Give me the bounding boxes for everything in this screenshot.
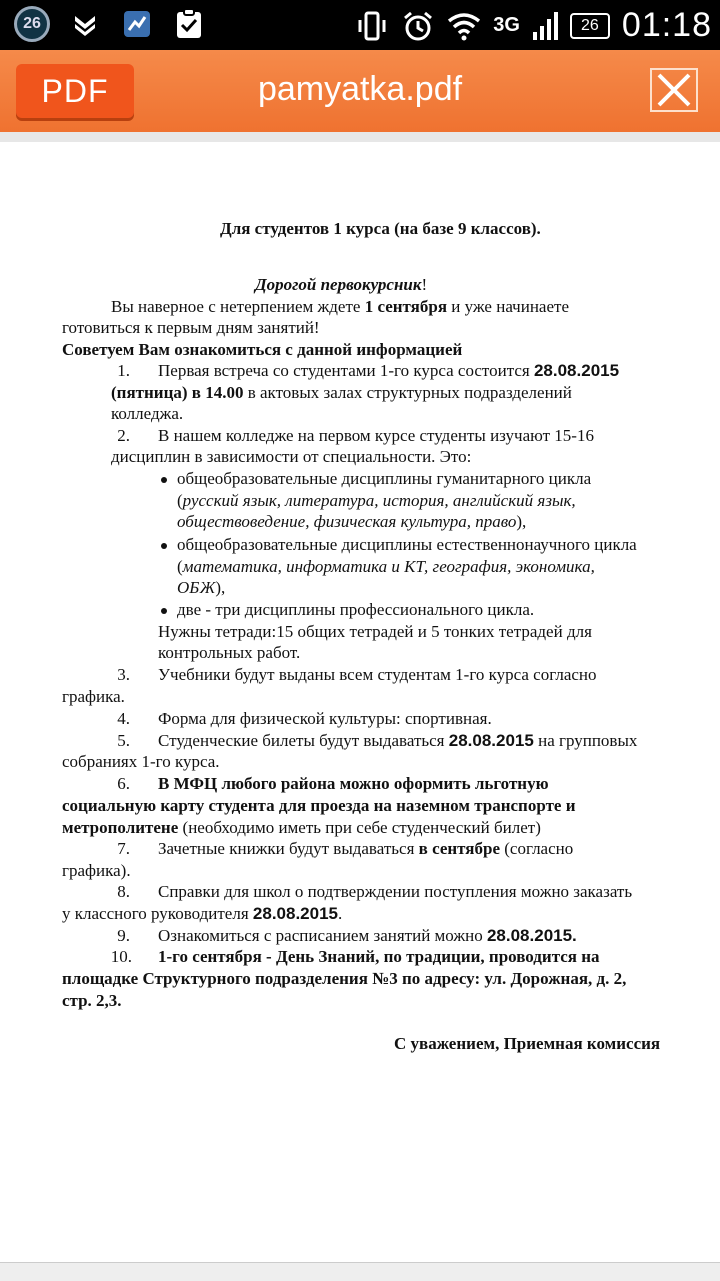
bullet-icon [161,477,167,483]
item-7-a: Зачетные книжки будут выдаваться [158,839,419,858]
item-1-line-3: колледжа. [111,404,184,423]
chevron-down-notification-icon [68,7,102,41]
item-7-c: (согласно [500,839,574,858]
bullet-2-subjects: математика, информатика и КТ, география, экономика, [182,557,595,576]
vibrate-icon [355,9,389,43]
item-number: 2. [117,426,130,445]
bullet-2-line-1: общеобразовательные дисциплины естественнонаучного цикла [177,535,637,554]
item-9-a: Ознакомиться с расписанием занятий можно [158,926,487,945]
bottom-edge [0,1262,720,1281]
close-icon [652,70,696,110]
intro-a: Вы наверное с нетерпением ждете [111,297,365,316]
app-bar [0,50,720,133]
item-number: 5. [117,731,130,750]
item-5-line-2: собраниях 1-го курса. [62,752,220,771]
clipboard-check-icon [172,7,206,41]
item-6-metro: метрополитене [62,818,179,837]
intro-line-2: готовиться к первым дням занятий! [62,318,320,337]
status-bar [0,0,720,50]
notification-count-icon: 26 [14,6,50,42]
item-3-line-2: графика. [62,687,125,706]
item-number: 9. [117,926,130,945]
bullet-2-line-2 [177,556,595,578]
item-5-c: на групповых [533,731,638,750]
close-button[interactable] [650,68,698,112]
item-1-d: в актовых залах структурных подразделений [243,383,572,402]
item-5-date: 28.08.2015 [448,731,534,750]
intro-c: и уже начинаете [447,297,569,316]
battery-icon [570,13,610,39]
item-number: 1. [117,361,130,380]
item-8-b: у классного руководителя [62,904,253,923]
item-5-line-1 [158,730,637,752]
bullet-icon [161,543,167,549]
item-number: 10. [110,947,132,966]
item-1-date: 28.08.2015 [533,361,620,380]
advise-heading: Советуем Вам ознакомиться с данной информацией [62,340,463,359]
alarm-clock-icon [401,9,435,43]
greeting-mark: ! [421,275,428,294]
item-10-line-1: 1-го сентября - День Знаний, по традиции, проводится на [158,947,600,966]
signature: С уважением, Приемная комиссия [394,1034,661,1053]
item-number: 6. [117,774,130,793]
item-10-line-3: стр. 2,3. [62,991,122,1010]
item-8-date: 28.08.2015 [252,904,338,923]
item-8-line-1: Справки для школ о подтверждении поступления можно заказать [158,882,633,901]
bullet-1-line-2 [177,490,576,512]
item-9-line-1 [158,925,577,947]
wifi-icon [447,9,481,43]
notebooks-line-2: контрольных работ. [158,643,301,662]
bullet-2-line-3 [177,577,225,599]
app-update-icon [120,7,154,41]
item-6-note: (необходимо иметь при себе студенческий билет) [178,818,541,837]
item-7-month: в сентябре [418,839,500,858]
battery-level: 26 [581,16,599,34]
item-6-line-2: социальную карту студента для проезда на наземном транспорте и [62,796,576,815]
item-9-date: 28.08.2015. [486,926,577,945]
item-8-d: . [338,904,343,923]
bullet-2-subjects-2: ОБЖ [177,578,216,597]
intro-line-1 [111,296,569,318]
bullet-1-subjects-2: обществоведение, физическая культура, право [177,512,517,531]
item-number: 4. [117,709,130,728]
greeting-text: Дорогой первокурсник [255,275,422,294]
item-7-line-2: графика). [62,861,131,880]
bullet-1-line-1: общеобразовательные дисциплины гуманитарного цикла [177,469,592,488]
paren: ( [177,491,183,510]
notebooks-line-1: Нужны тетради:15 общих тетрадей и 5 тонких тетрадей для [158,622,592,641]
clock: 01:18 [621,6,712,44]
pdf-page[interactable] [0,142,720,1262]
item-10-line-2: площадке Структурного подразделения №3 по адресу: ул. Дорожная, д. 2, [62,969,627,988]
item-1-time: (пятница) в 14.00 [111,383,244,402]
paren: ), [215,578,226,597]
greeting [255,274,427,296]
item-2-line-2: дисциплин в зависимости от специальности. Это: [111,447,472,466]
doc-heading: Для студентов 1 курса (на базе 9 классов). [220,219,541,238]
item-5-a: Студенческие билеты будут выдаваться [158,731,449,750]
item-6-line-1: В МФЦ любого района можно оформить льготную [158,774,549,793]
item-7-line-1 [158,838,573,860]
signal-strength-icon [532,9,558,43]
item-3-line-1: Учебники будут выданы всем студентам 1-го курса согласно [158,665,597,684]
item-1-line-1 [158,360,619,382]
item-number: 3. [117,665,130,684]
intro-date: 1 сентября [364,297,448,316]
item-8-line-2 [62,903,342,925]
item-4-line-1: Форма для физической культуры: спортивная. [158,709,492,728]
item-6-line-3 [62,817,541,839]
network-type-label: 3G [493,14,520,36]
page-gap [0,132,720,142]
paren: ( [177,557,183,576]
bullet-1-subjects: русский язык, литература, история, английский язык, [182,491,576,510]
item-number: 8. [117,882,130,901]
item-1-line-2 [111,382,572,404]
bullet-icon [161,608,167,614]
bullet-1-line-3 [177,511,526,533]
bullet-3-line-1: две - три дисциплины профессионального цикла. [177,600,535,619]
item-number: 7. [117,839,130,858]
item-1-a: Первая встреча со студентами 1-го курса состоится [158,361,534,380]
pdf-logo-label: PDF [41,73,109,109]
paren: ), [516,512,527,531]
item-2-line-1: В нашем колледже на первом курсе студенты изучают 15-16 [158,426,594,445]
document-title: pamyatka.pdf [257,70,463,108]
